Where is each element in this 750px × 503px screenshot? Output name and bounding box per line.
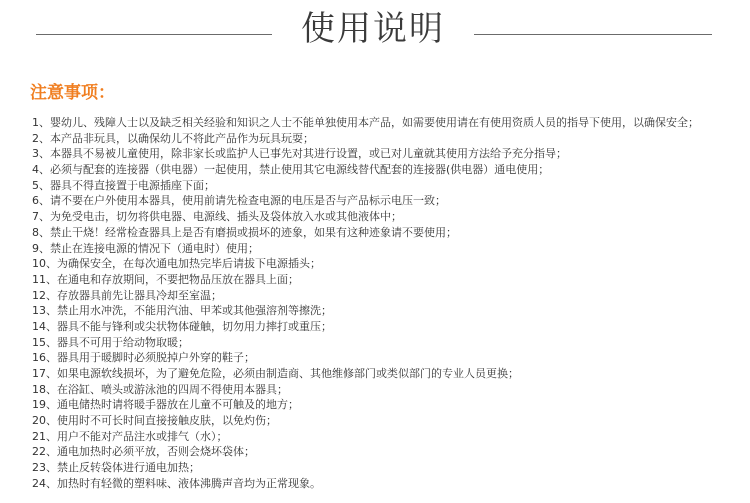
note-item [32,115,744,131]
note-text: 通电储热时请将暖手器放在儿童不可触及的地方； [57,398,299,412]
note-number: 17、 [32,367,57,380]
note-item [32,319,744,335]
note-text: 婴幼儿、残障人士以及缺乏相关经验和知识之人士不能单独使用本产品，如需要使用请在有使用资质人员的指导下使用，以确保安全； [50,116,699,129]
note-number: 1、 [32,116,50,129]
note-text: 禁止用水冲洗，不能用汽油、甲苯或其他强溶剂等擦洗； [57,304,332,318]
note-number: 19、 [32,398,57,412]
note-text: 加热时有轻微的塑料味、液体沸腾声音均为正常现象。 [57,476,321,490]
note-item [32,350,744,366]
note-item [32,256,744,272]
note-number: 6、 [32,194,50,208]
note-item [32,178,744,194]
note-number: 23、 [32,461,57,475]
note-item [32,335,744,351]
note-item [32,272,744,288]
note-item [32,193,744,209]
note-text: 本产品非玩具，以确保幼儿不将此产品作为玩具玩耍； [50,131,314,145]
note-item [32,131,744,147]
title-row [0,6,750,52]
note-number: 11、 [32,272,57,286]
note-item [32,241,744,257]
note-text: 在浴缸、喷头或游泳池的四周不得使用本器具； [57,382,288,396]
note-text: 存放器具前先让器具冷却至室温； [57,288,222,302]
note-number: 5、 [32,178,50,192]
note-number: 15、 [32,335,57,349]
note-text: 使用时不可长时间直接接触皮肤，以免灼伤； [57,414,277,428]
note-text: 必须与配套的连接器（供电器）一起使用，禁止使用其它电源线替代配套的连接器(供电器）通电使用； [50,163,550,177]
note-number: 9、 [32,241,50,255]
note-number: 13、 [32,304,57,318]
note-item [32,476,744,492]
note-text: 请不要在户外使用本器具，使用前请先检查电源的电压是否与产品标示电压一致； [50,194,446,208]
note-item [32,209,744,225]
note-number: 2、 [32,131,50,145]
note-number: 18、 [32,382,57,396]
note-item [32,225,744,241]
note-text: 器具不可用于给动物取暖； [57,335,189,349]
note-number: 20、 [32,414,57,428]
note-text: 在通电和存放期间，不要把物品压放在器具上面； [57,272,299,286]
note-number: 12、 [32,288,57,302]
note-number: 8、 [32,225,50,239]
note-number: 4、 [32,163,50,177]
note-item [32,444,744,460]
note-number: 24、 [32,476,57,490]
note-item [32,303,744,319]
note-text: 器具用于暖脚时必须脱掉户外穿的鞋子； [57,351,255,365]
note-text: 禁止反转袋体进行通电加热； [57,461,200,475]
title-left-rule [36,34,272,35]
note-text: 本器具不易被儿童使用，除非家长或监护人已事先对其进行设置，或已对儿童就其使用方法给予充分指导； [50,147,567,161]
note-number: 10、 [32,257,57,271]
note-number: 7、 [32,210,50,224]
note-item [32,460,744,476]
page-title: 使用说明 [301,9,445,49]
note-item [32,146,744,162]
note-item [32,162,744,178]
notes-heading: 注意事项： [30,83,115,103]
note-item [32,366,744,382]
note-item [32,382,744,398]
notes-list [32,115,744,492]
note-number: 14、 [32,319,57,333]
title-right-rule [474,34,712,35]
note-text: 为确保安全，在每次通电加热完毕后请拔下电源插头； [57,257,321,271]
note-item [32,288,744,304]
note-text: 器具不能与锋利或尖状物体碰触，切勿用力摔打或重压； [57,319,332,333]
note-item [32,429,744,445]
note-item [32,413,744,429]
note-text: 用户不能对产品注水或排气（水）； [57,429,228,443]
note-text: 禁止在连接电源的情况下（通电时）使用； [50,241,259,255]
note-number: 21、 [32,429,57,443]
note-item [32,397,744,413]
note-number: 3、 [32,147,50,161]
note-text: 如果电源软线损坏，为了避免危险，必须由制造商、其他维修部门或类似部门的专业人员更换； [57,367,519,380]
note-text: 器具不得直接置于电源插座下面； [50,178,215,192]
note-text: 禁止干烧！经常检查器具上是否有磨损或损坏的迹象，如果有这种迹象请不要使用； [50,225,457,239]
note-number: 16、 [32,351,57,365]
note-text: 为免受电击，切勿将供电器、电源线、插头及袋体放入水或其他液体中； [50,210,402,224]
note-text: 通电加热时必须平放，否则会烧坏袋体； [57,445,255,459]
note-number: 22、 [32,445,57,459]
